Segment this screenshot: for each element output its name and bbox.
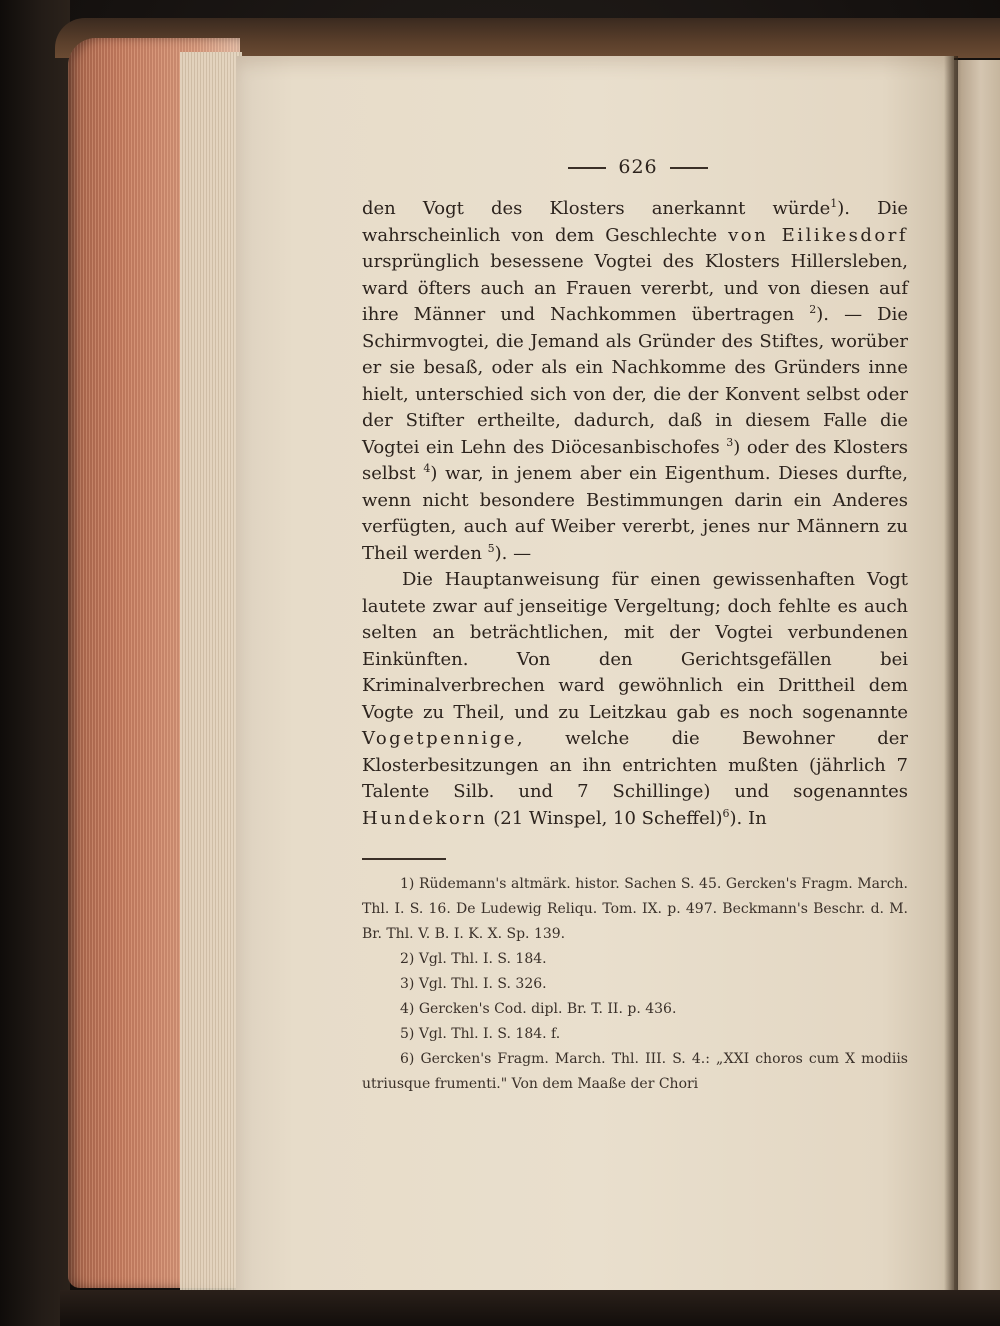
footnote-ref: 4 [423,462,431,475]
text-run: ) war, in jenem aber ein Eigenthum. Dieses durfte, wenn nicht besondere Bestimmungen darin ein Anderes verfügten, auch auf Weiber vererbt, jenes nur Männern zu Theil werden [362,463,908,564]
footnote-3: 3) Vgl. Thl. I. S. 326. [400,976,547,992]
page-header [368,150,908,184]
spaced-name: von Eilikesdorf [728,224,909,246]
text-run: ). — Die Schirmvogtei, die Jemand als Gründer des Stiftes, worüber er sie besaß, oder als ein Nachkomme des Gründers inne hielt, unterschied sich von der, die der Konvent selbst oder der Stifter ertheilte, dadurch, daß in diesem Falle die Vogtei ein Lehn des Diöcesanbischofes [362,304,908,458]
footnote-5: 5) Vgl. Thl. I. S. 184. f. [400,1026,561,1042]
body-text [362,196,908,832]
text-run: ) oder des Klosters selbst [362,436,909,484]
text-run: ). — [494,542,532,564]
paragraph-2 [362,567,908,832]
text-run: , welche die Bewohner der Klosterbesitzungen an ihn entrichten mußten (jährlich 7 Talente Silb. und 7 Schillinge) und sogenanntes [362,728,908,802]
text-run: den Vogt des Klosters anerkannt würde [362,198,831,219]
header-dash-left [568,167,606,169]
bottom-shadow [60,1290,1000,1326]
footnote-4: 4) Gercken's Cod. dipl. Br. T. II. p. 436. [400,1001,677,1017]
footnotes [362,872,908,1097]
text-run: ). Die wahrscheinlich von dem Geschlechte [362,198,908,246]
text-run: Die Hauptanweisung für einen gewissenhaften Vogt lautete zwar auf jenseitige Vergeltung; doch fehlte es auch selten an beträchtlichen, mit der Vogtei verbundenen Einkünften. Von den Gerichtsgefällen bei Kriminalverbrechen ward gewöhnlich ein Drittheil dem Vogte zu Theil, und zu Leitzkau gab es noch sogenannte [362,569,908,723]
footnote-ref: 2 [809,303,817,316]
header-dash-right [670,167,708,169]
footnote-1: 1) Rüdemann's altmärk. histor. Sachen S. 45. Gercken's Fragm. March. Thl. I. S. 16. De Ludewig Reliqu. Tom. IX. p. 497. Beckmann's Beschr. d. M. Br. Thl. V. B. I. K. X. Sp. 139. [362,876,908,942]
text-run: (21 Winspel, 10 Scheffel) [487,807,723,829]
spaced-term: Vogetpennige [362,728,517,749]
footnote-6: 6) Gercken's Fragm. March. Thl. III. S. 4.: „XXI choros cum X modiis utriusque frumenti." Von dem Maaße der Chori [362,1051,908,1092]
page-number: 626 [618,156,658,178]
footnote-rule [362,858,446,860]
book-spine-shadow [0,0,70,1326]
footnote-ref: 3 [726,435,734,449]
footnote-ref: 5 [487,541,495,555]
text-run: ursprünglich besessene Vogtei des Klosters Hillersleben, ward öfters auch an Frauen vererbt, und von diesen auf ihre Männer und Nachkommen übertragen [362,251,908,325]
page-gutter [944,56,958,1306]
page-stack [180,52,242,1292]
spaced-term: Hundekorn [362,807,488,829]
footnote-ref: 6 [722,806,730,820]
facing-page-edge [952,60,1000,1310]
text-run: ). In [729,807,767,829]
footnote-2: 2) Vgl. Thl. I. S. 184. [400,951,547,967]
page-text-area [362,150,908,1097]
footnote-ref: 1 [830,197,838,210]
paragraph-1 [362,196,908,567]
